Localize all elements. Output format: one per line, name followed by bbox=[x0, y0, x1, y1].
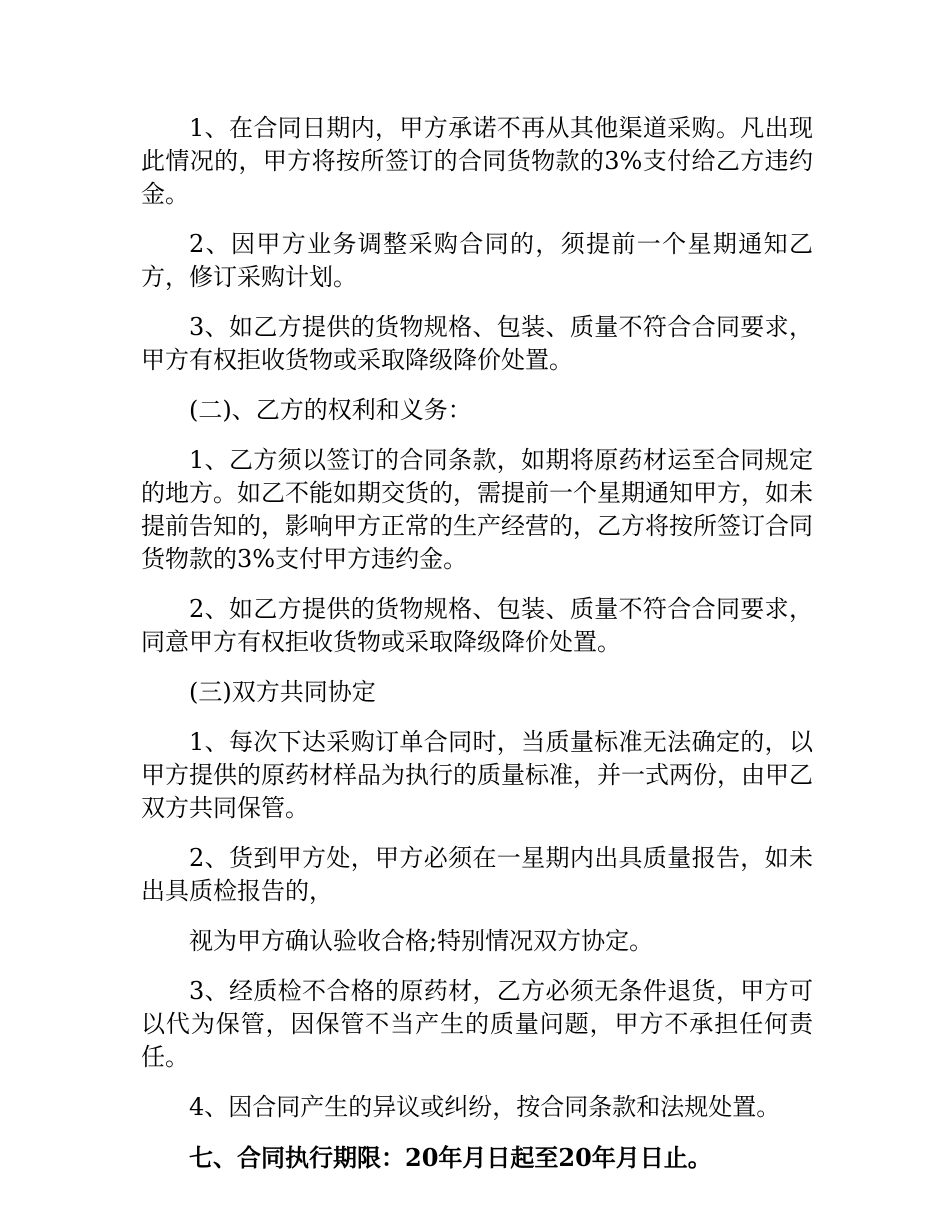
clause-paragraph: 2、因甲方业务调整采购合同的，须提前一个星期通知乙方，修订采购计划。 bbox=[141, 230, 813, 291]
clause-paragraph: 1、乙方须以签订的合同条款，如期将原药材运至合同规定的地方。如乙不能如期交货的，需提前一个星期通知甲方，如未提前告知的，影响甲方正常的生产经营的，乙方将按所签订合同货物款的3%支付甲方违约金。 bbox=[141, 446, 813, 573]
clause-paragraph: 1、在合同日期内，甲方承诺不再从其他渠道采购。凡出现此情况的，甲方将按所签订的合同货物款的3%支付给乙方违约金。 bbox=[141, 114, 813, 208]
document-body bbox=[141, 112, 813, 1191]
clause-paragraph: 3、如乙方提供的货物规格、包装、质量不符合合同要求，甲方有权拒收货物或采取降级降价处置。 bbox=[141, 313, 813, 374]
clause-paragraph: 4、因合同产生的异议或纠纷，按合同条款和法规处置。 bbox=[189, 1093, 781, 1121]
clause-paragraph: 3、经质检不合格的原药材，乙方必须无条件退货，甲方可以代为保管，因保管不当产生的质量问题，甲方不承担任何责任。 bbox=[141, 977, 813, 1071]
clause-paragraph: 2、货到甲方处，甲方必须在一星期内出具质量报告，如未出具质检报告的， bbox=[141, 844, 813, 905]
section-heading: (二)、乙方的权利和义务： bbox=[189, 396, 472, 424]
section-heading: (三)双方共同协定 bbox=[189, 678, 376, 706]
clause-paragraph: 视为甲方确认验收合格;特别情况双方协定。 bbox=[189, 927, 654, 955]
clause-paragraph: 2、如乙方提供的货物规格、包装、质量不符合合同要求，同意甲方有权拒收货物或采取降级降价处置。 bbox=[141, 595, 813, 656]
clause-paragraph: 1、每次下达采购订单合同时，当质量标准无法确定的，以甲方提供的原药材样品为执行的质量标准，并一式两份，由甲乙双方共同保管。 bbox=[141, 728, 813, 822]
contract-term-heading: 七、合同执行期限：20年月日起至20年月日止。 bbox=[189, 1143, 712, 1172]
